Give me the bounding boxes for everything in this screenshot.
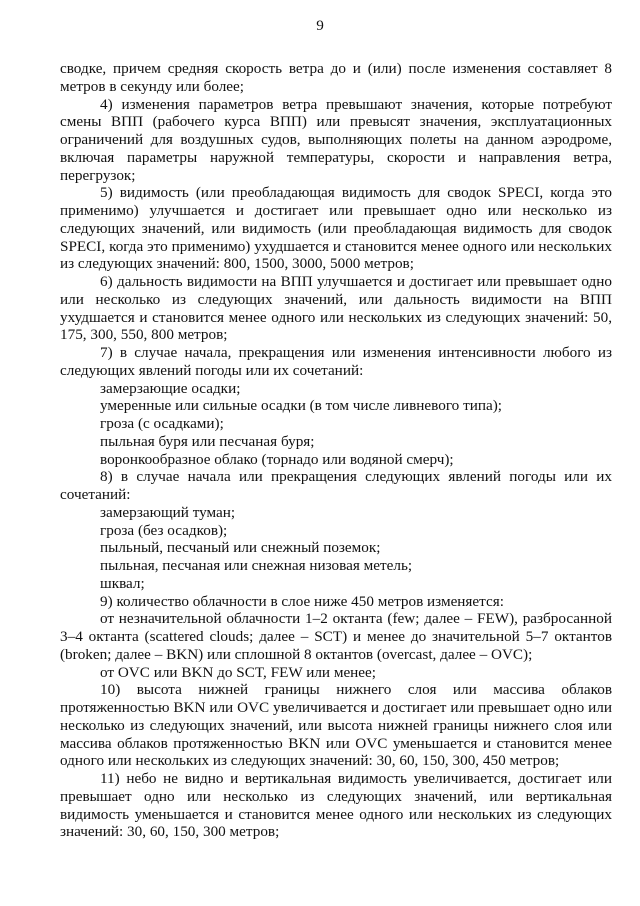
page-body [60, 60, 612, 841]
paragraph-item-8: 8) в случае начала или прекращения следующих явлений погоды или их сочетаний: [60, 468, 612, 503]
paragraph-item-11: 11) небо не видно и вертикальная видимость увеличивается, достигает или превышает одно или несколько из следующих значений, или вертикальная видимость уменьшается и становится менее одного или нескольких из следующих значений: 30, 60, 150, 300 метров; [60, 770, 612, 841]
list-item: воронкообразное облако (торнадо или водяной смерч); [100, 450, 454, 468]
list-item: пыльный, песчаный или снежный поземок; [100, 539, 381, 557]
paragraph-cloud-decrease: от OVC или BKN до SCT, FEW или менее; [100, 663, 377, 681]
list-item: шквал; [100, 574, 145, 592]
paragraph-item-6: 6) дальность видимости на ВПП улучшается и достигает или превышает одно или несколько из следующих значений, или дальность видимости на ВПП ухудшается и становится менее одного или нескольких из следующих значений: 50, 175, 300, 550, 800 метров; [60, 273, 612, 344]
list-item: замерзающие осадки; [100, 379, 241, 397]
paragraph-item-4: 4) изменения параметров ветра превышают значения, которые потребуют смены ВПП (рабочего курса ВПП) или превысят значения, эксплуатационных ограничений для воздушных судов, выполняющих полеты на данном аэродроме, включая параметры наружной температуры, скорости и направления ветра, перегрузок; [60, 95, 612, 184]
paragraph-continuation: сводке, причем средняя скорость ветра до и (или) после изменения составляет 8 метров в секунду или более; [60, 60, 612, 95]
paragraph-item-10: 10) высота нижней границы нижнего слоя или массива облаков протяженностью BKN или OVC увеличивается и достигает или превышает одно или несколько из следующих значений, или высота нижней границы нижнего слоя или массива облаков протяженностью BKN или OVC уменьшается и становится менее одного или нескольких из следующих значений: 30, 60, 150, 300, 450 метров; [60, 681, 612, 770]
list-item: пыльная, песчаная или снежная низовая метель; [100, 557, 413, 574]
list-item: гроза (с осадками); [100, 415, 224, 432]
list-item: пыльная буря или песчаная буря; [100, 432, 315, 450]
paragraph-item-5: 5) видимость (или преобладающая видимость для сводок SPECI, когда это применимо) улучшается и достигает или превышает одно или несколько из следующих значений, или видимость (или преобладающая видимость для сводок SPECI, когда это применимо) ухудшается и становится менее одного или нескольких из следующих значений: 800, 1500, 3000, 5000 метров; [60, 184, 612, 273]
list-item: умеренные или сильные осадки (в том числе ливневого типа); [100, 397, 502, 415]
page-number: 9 [316, 17, 324, 34]
list-item: гроза (без осадков); [100, 521, 228, 539]
paragraph-item-7: 7) в случае начала, прекращения или изменения интенсивности любого из следующих явлений погоды или их сочетаний: [60, 344, 612, 379]
paragraph-cloud-increase: от незначительной облачности 1–2 октанта (few; далее – FEW), разбросанной 3–4 октанта (scattered clouds; далее – SCT) и менее до значительной 5–7 октантов (broken; далее – BKN) или сплошной 8 октантов (overcast, далее – OVC); [60, 610, 612, 663]
list-item: замерзающий туман; [100, 503, 236, 521]
paragraph-item-9: 9) количество облачности в слое ниже 450 метров изменяется: [100, 592, 504, 610]
